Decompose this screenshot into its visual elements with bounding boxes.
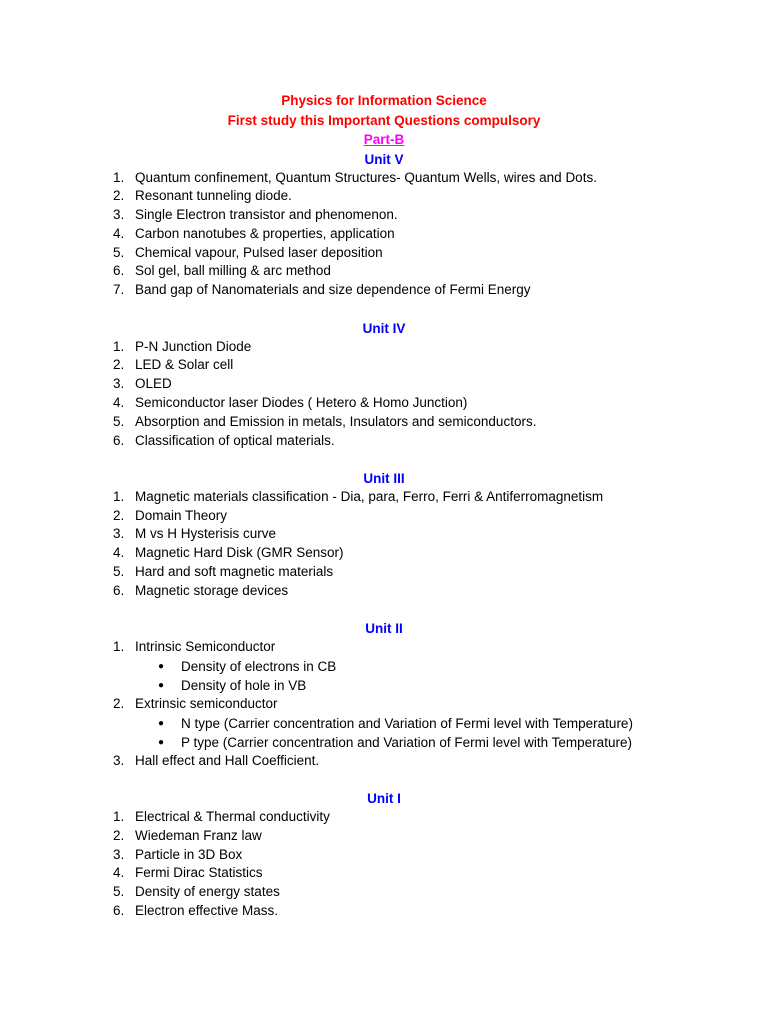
question-item xyxy=(0,225,768,244)
question-item xyxy=(0,544,768,563)
question-item xyxy=(0,356,768,375)
question-number: 2. xyxy=(113,357,125,373)
question-text: Carbon nanotubes & properties, application xyxy=(135,225,395,241)
question-text: Single Electron transistor and phenomenon. xyxy=(135,207,398,223)
question-number: 1. xyxy=(113,809,125,825)
bullet-icon: ● xyxy=(158,736,165,748)
unit-heading: Unit I xyxy=(367,791,401,807)
question-text: Electrical & Thermal conductivity xyxy=(135,809,330,825)
question-list xyxy=(0,338,768,451)
question-item xyxy=(0,846,768,865)
question-text: Magnetic storage devices xyxy=(135,582,289,598)
question-list xyxy=(0,488,768,601)
question-item xyxy=(0,187,768,206)
question-item xyxy=(0,808,768,827)
question-number: 4. xyxy=(113,394,125,410)
question-text: Absorption and Emission in metals, Insulators and semiconductors. xyxy=(135,413,537,429)
document-title: Physics for Information Science xyxy=(281,93,487,108)
question-item xyxy=(0,432,768,451)
question-item xyxy=(0,413,768,432)
question-item xyxy=(0,563,768,582)
unit-heading: Unit II xyxy=(365,621,403,637)
question-list xyxy=(0,808,768,921)
question-text: Hall effect and Hall Coefficient. xyxy=(135,752,320,768)
question-item xyxy=(0,169,768,188)
question-item xyxy=(0,488,768,507)
question-text: Wiedeman Franz law xyxy=(135,827,262,843)
question-item xyxy=(0,262,768,281)
question-item xyxy=(0,281,768,300)
sub-question-item xyxy=(135,714,768,733)
question-text: Semiconductor laser Diodes ( Hetero & Homo Junction) xyxy=(135,394,468,410)
sub-question-text: P type (Carrier concentration and Variation of Fermi level with Temperature) xyxy=(181,734,632,750)
unit-section xyxy=(0,319,768,451)
question-item xyxy=(0,864,768,883)
question-number: 3. xyxy=(113,376,125,392)
question-text: Chemical vapour, Pulsed laser deposition xyxy=(135,244,383,260)
question-number: 3. xyxy=(113,752,125,768)
question-item xyxy=(0,375,768,394)
question-text: Fermi Dirac Statistics xyxy=(135,865,263,881)
question-number: 2. xyxy=(113,507,125,523)
sub-question-text: N type (Carrier concentration and Variation of Fermi level with Temperature) xyxy=(181,715,633,731)
bullet-icon: ● xyxy=(158,717,165,729)
question-item xyxy=(0,394,768,413)
question-text: Magnetic materials classification - Dia, para, Ferro, Ferri & Antiferromagnetism xyxy=(135,488,604,504)
question-number: 4. xyxy=(113,545,125,561)
question-text: Electron effective Mass. xyxy=(135,903,279,919)
question-text: Band gap of Nanomaterials and size dependence of Fermi Energy xyxy=(135,282,531,298)
question-number: 3. xyxy=(113,526,125,542)
question-item xyxy=(0,244,768,263)
question-number: 4. xyxy=(113,225,125,241)
question-number: 4. xyxy=(113,865,125,881)
unit-section xyxy=(0,619,768,770)
question-number: 5. xyxy=(113,564,125,580)
unit-heading: Unit IV xyxy=(362,320,406,336)
question-item xyxy=(0,883,768,902)
question-text: Magnetic Hard Disk (GMR Sensor) xyxy=(135,545,344,561)
bullet-icon: ● xyxy=(158,660,165,672)
sub-question-item xyxy=(135,657,768,676)
question-list xyxy=(0,638,768,770)
question-text: Quantum confinement, Quantum Structures- Quantum Wells, wires and Dots. xyxy=(135,169,597,185)
document-subtitle: First study this Important Questions compulsory xyxy=(227,112,541,128)
question-number: 6. xyxy=(113,432,125,448)
sub-question-list xyxy=(135,657,768,695)
question-number: 1. xyxy=(113,488,125,504)
sub-question-item xyxy=(135,733,768,752)
question-text: Resonant tunneling diode. xyxy=(135,188,292,204)
question-text: Particle in 3D Box xyxy=(135,846,243,862)
question-number: 1. xyxy=(113,338,125,354)
question-text: Sol gel, ball milling & arc method xyxy=(135,263,331,279)
question-number: 6. xyxy=(113,582,125,598)
question-item xyxy=(0,338,768,357)
unit-section xyxy=(0,469,768,601)
question-text: LED & Solar cell xyxy=(135,357,234,373)
sub-question-list xyxy=(135,714,768,752)
part-heading-wrapper xyxy=(0,130,768,150)
question-number: 2. xyxy=(113,827,125,843)
unit-heading: Unit III xyxy=(363,470,405,486)
question-number: 6. xyxy=(113,263,125,279)
question-number: 2. xyxy=(113,188,125,204)
question-number: 5. xyxy=(113,244,125,260)
unit-section xyxy=(0,789,768,921)
question-number: 1. xyxy=(113,639,125,655)
question-text: Density of energy states xyxy=(135,884,280,900)
question-item xyxy=(0,827,768,846)
question-item xyxy=(0,582,768,601)
question-text: Hard and soft magnetic materials xyxy=(135,564,334,580)
question-number: 7. xyxy=(113,282,125,298)
question-item xyxy=(0,638,768,695)
question-text: Classification of optical materials. xyxy=(135,432,335,448)
question-text: Domain Theory xyxy=(135,507,228,523)
bullet-icon: ● xyxy=(158,679,165,691)
question-item xyxy=(0,902,768,921)
question-number: 3. xyxy=(113,846,125,862)
question-item xyxy=(0,752,768,771)
question-text: P-N Junction Diode xyxy=(135,338,252,354)
question-text: M vs H Hysterisis curve xyxy=(135,526,277,542)
question-item xyxy=(0,507,768,526)
question-number: 3. xyxy=(113,207,125,223)
question-text: Intrinsic Semiconductor xyxy=(135,639,276,655)
question-text: Extrinsic semiconductor xyxy=(135,695,278,711)
sub-question-text: Density of electrons in CB xyxy=(181,658,337,674)
unit-section xyxy=(0,150,768,301)
question-text: OLED xyxy=(135,376,172,392)
question-item xyxy=(0,206,768,225)
unit-heading: Unit V xyxy=(364,151,404,167)
question-list xyxy=(0,169,768,301)
sub-question-text: Density of hole in VB xyxy=(181,677,307,693)
question-number: 2. xyxy=(113,695,125,711)
question-item xyxy=(0,525,768,544)
question-number: 5. xyxy=(113,884,125,900)
question-number: 6. xyxy=(113,903,125,919)
sub-question-item xyxy=(135,676,768,695)
part-heading: Part-B xyxy=(363,132,405,147)
question-item xyxy=(0,695,768,752)
question-number: 1. xyxy=(113,169,125,185)
question-number: 5. xyxy=(113,413,125,429)
units-container xyxy=(0,150,768,921)
